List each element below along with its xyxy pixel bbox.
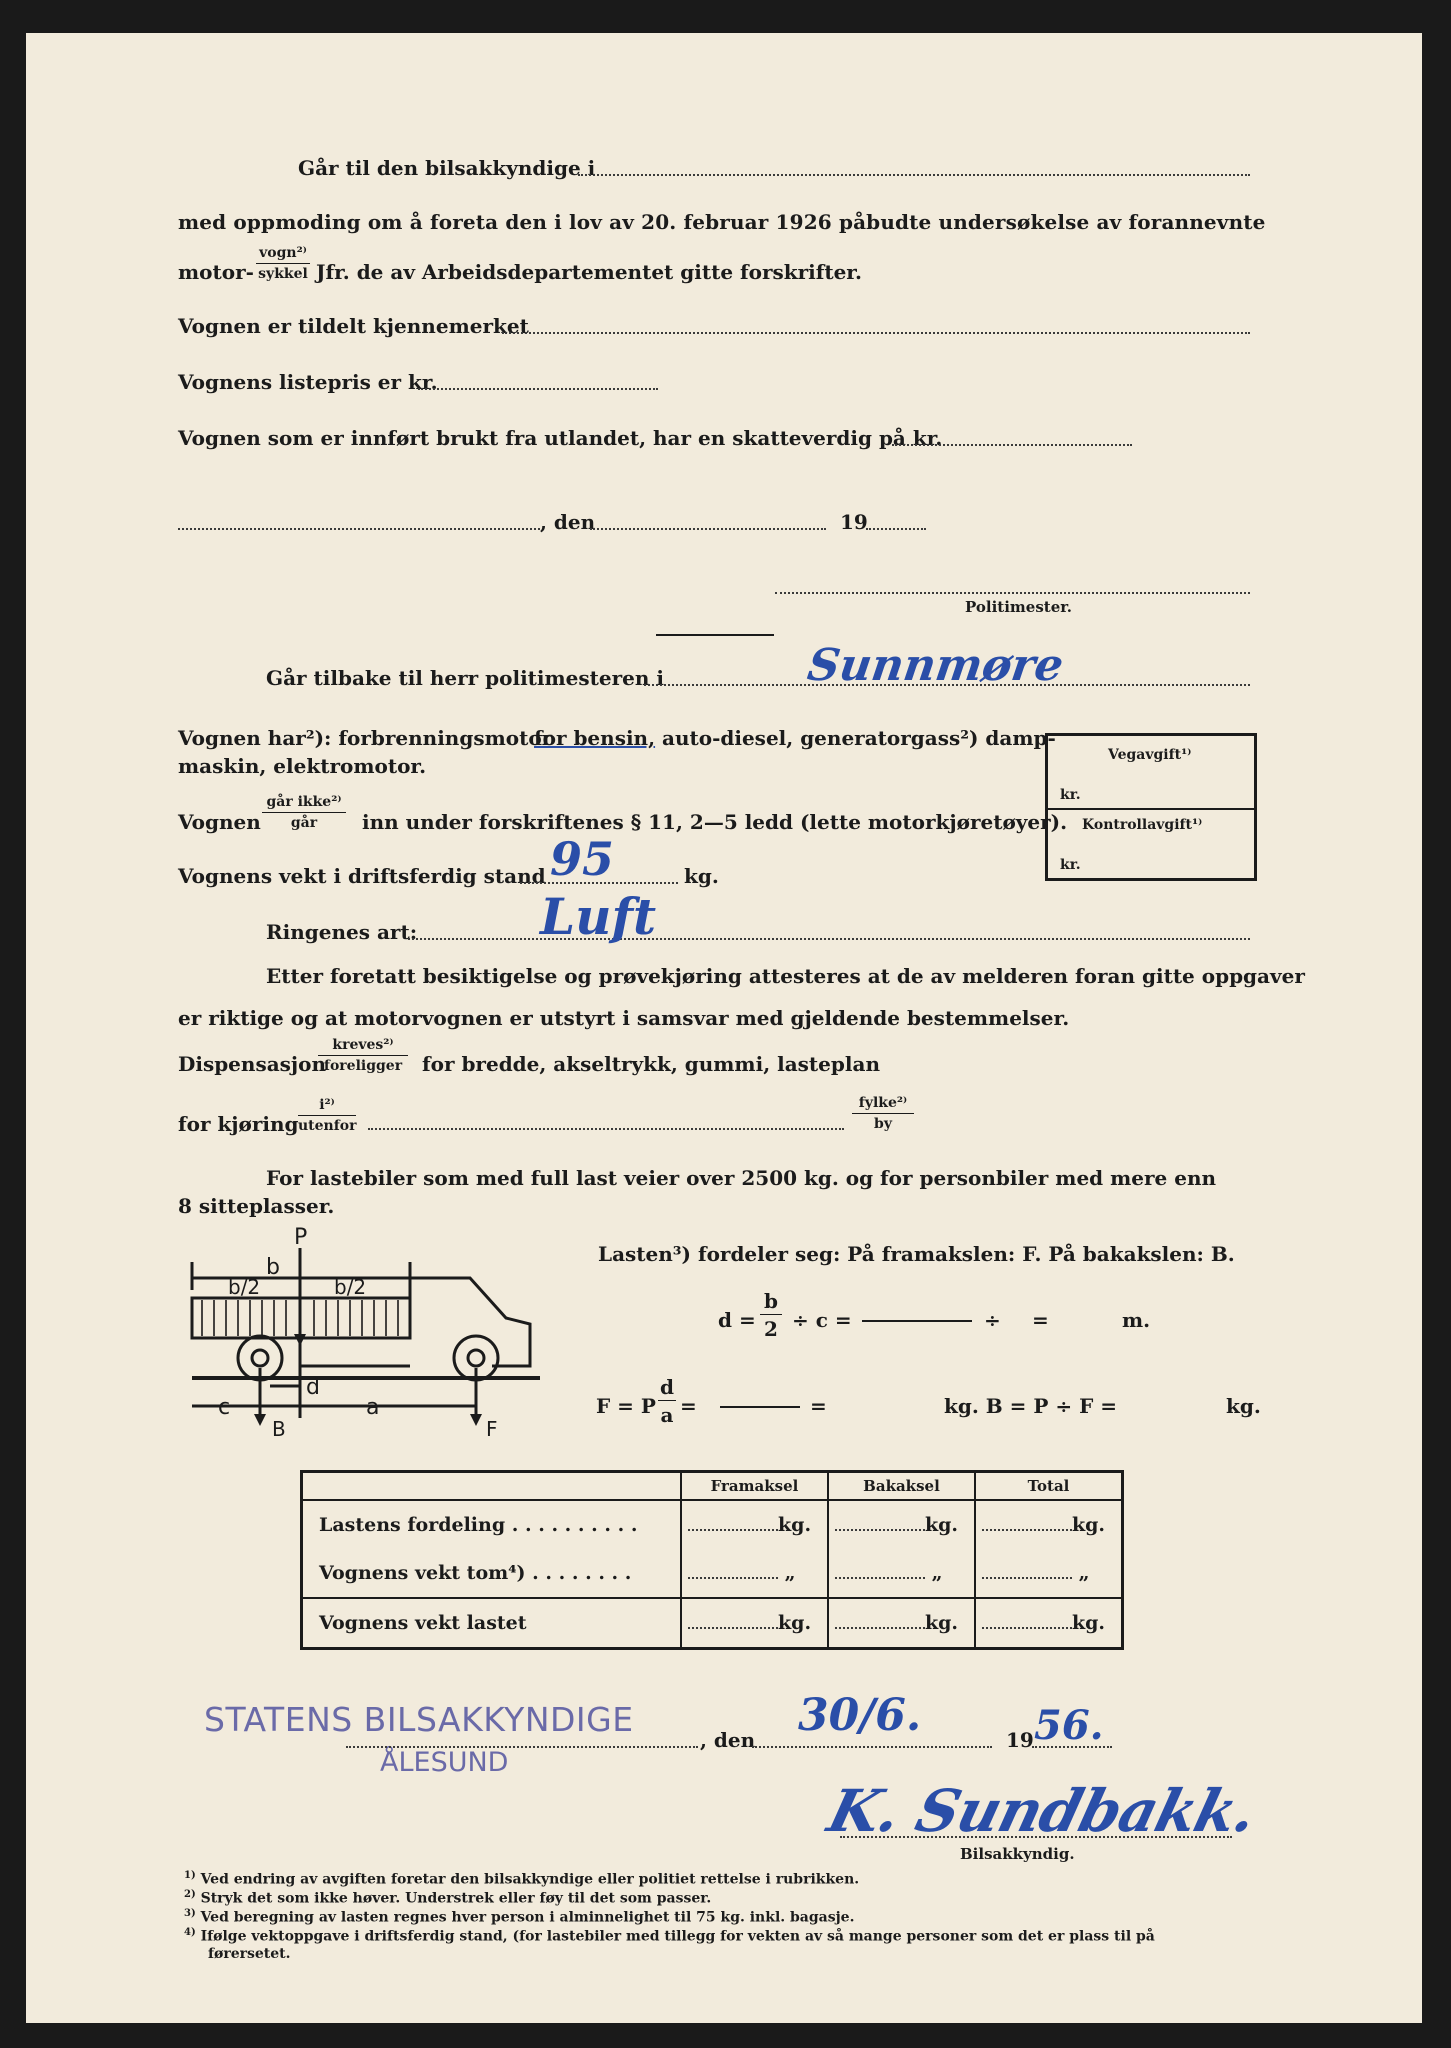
weight-unit: kg.	[684, 864, 719, 888]
table-header-framaksel: Framaksel	[681, 1472, 828, 1501]
kreves-fraction: kreves²⁾ foreligger	[318, 1038, 408, 1075]
formula-d-blank-1[interactable]	[862, 1320, 972, 1322]
driving-label: for kjøring	[178, 1112, 299, 1136]
footnote-4: $^{4)}$ Ifølge vektoppgave i driftsferdig stand, (for lastebiler med tillegg for vekten av så mange personer som det er plass til på	[184, 1927, 1155, 1945]
gar-suffix: inn under forskriftenes § 11, 2—5 ledd (lette motorkjøretøyer).	[362, 810, 1068, 834]
sign-year-prefix: 19	[1006, 1728, 1034, 1752]
formula-f-mid: kg. B = P ÷ F =	[944, 1394, 1117, 1418]
formula-f-blank[interactable]	[720, 1406, 800, 1408]
table-row: Lastens fordeling . . . . . . . . . . kg. kg. kg.	[302, 1500, 1123, 1549]
road-fee-kr: kr.	[1060, 787, 1081, 803]
expert-title: Bilsakkyndig.	[960, 1845, 1075, 1863]
vogn-sykkel-fraction: vogn²⁾ sykkel	[256, 246, 310, 283]
motor-prefix: motor-	[178, 260, 254, 284]
formula-d-equals: =	[1032, 1308, 1049, 1332]
load-table	[300, 1470, 1124, 1650]
load-distribution-label: Lasten³) fordeler seg: På framakslen: F. På bakakslen: B.	[598, 1242, 1235, 1266]
control-fee-kr: kr.	[1060, 857, 1081, 873]
registration-field[interactable]	[502, 332, 1250, 334]
load-distribution-diagram	[180, 1218, 560, 1440]
engine-line-1a: Vognen har²): forbrenningsmotor	[178, 726, 553, 750]
gar-fraction: går ikke²⁾ går	[262, 795, 346, 832]
police-signature-field[interactable]	[775, 592, 1250, 594]
i-utenfor-fraction: i²⁾ utenfor	[298, 1097, 357, 1135]
addressed-to-label: Går til den bilsakkyndige i	[298, 156, 596, 180]
place-field[interactable]	[178, 528, 540, 530]
table-cell-field[interactable]	[835, 1613, 925, 1629]
date-field[interactable]	[590, 528, 826, 530]
formula-f-fraction: $\frac{d}{a}$	[658, 1376, 676, 1426]
dispensation-label: Dispensasjon	[178, 1052, 327, 1076]
formula-d-divide: ÷	[984, 1308, 1001, 1332]
stamp-place-field[interactable]	[346, 1746, 698, 1748]
import-value-label: Vognen som er innført brukt fra utlandet, har en skatteverdig på kr.	[178, 426, 943, 450]
tyre-label: Ringenes art:	[266, 920, 418, 944]
footnote-2: $^{2)}$ Stryk det som ikke høver. Understrek eller føy til det som passer.	[184, 1889, 712, 1907]
table-header-bakaksel: Bakaksel	[828, 1472, 975, 1501]
table-header-blank	[302, 1472, 682, 1501]
year-prefix: 19	[840, 510, 868, 534]
expert-signature: K. Sundbakk.	[821, 1777, 1263, 1845]
engine-line-2: maskin, elektromotor.	[178, 754, 427, 778]
truck-line-1: For lastebiler som med full last veier over 2500 kg. og for personbiler med mere enn	[266, 1166, 1217, 1190]
formula-f-equals-2: =	[810, 1394, 827, 1418]
list-price-label: Vognens listepris er kr.	[178, 370, 438, 394]
stamp-line-2: ÅLESUND	[380, 1747, 509, 1778]
sign-date-label: , den	[700, 1728, 756, 1752]
motor-suffix: Jfr. de av Arbeidsdepartementet gitte forskrifter.	[316, 260, 862, 284]
police-title: Politimester.	[965, 598, 1072, 616]
year-field[interactable]	[866, 528, 926, 530]
diagram-label-F: F	[486, 1417, 498, 1440]
truck-line-2: 8 sitteplasser.	[178, 1194, 335, 1218]
diagram-label-P: P	[294, 1225, 308, 1250]
row-label: Vognens vekt tom⁴)	[319, 1562, 526, 1584]
formula-f-unit: kg.	[1226, 1394, 1261, 1418]
row-label: Lastens fordeling	[319, 1514, 506, 1536]
weight-label: Vognens vekt i driftsferdig stand	[178, 864, 546, 888]
table-cell-field[interactable]	[688, 1515, 778, 1531]
import-value-field[interactable]	[892, 444, 1132, 446]
attest-line-1: Etter foretatt besiktigelse og prøvekjøring attesteres at de av melderen foran gitte oppgaver	[266, 964, 1305, 988]
diagram-label-a: a	[366, 1395, 380, 1420]
fee-divider	[1048, 808, 1254, 810]
footnote-3: $^{3)}$ Ved beregning av lasten regnes hver person i alminnelighet til 75 kg. inkl. bagasje.	[184, 1908, 855, 1926]
engine-underlined: for bensin,	[534, 726, 656, 750]
diagram-label-b2-left: b/2	[228, 1275, 261, 1299]
control-fee-label: Kontrollavgift¹⁾	[1082, 817, 1203, 833]
request-line: med oppmoding om å foreta den i lov av 20. februar 1926 påbudte undersøkelse av forannevnte	[178, 210, 1266, 234]
tyre-field[interactable]	[408, 938, 1250, 940]
stamp-line-1: STATENS BILSAKKYNDIGE	[204, 1700, 634, 1739]
section-divider	[656, 634, 774, 636]
table-header-total: Total	[975, 1472, 1123, 1501]
driving-field[interactable]	[368, 1128, 844, 1130]
table-cell-field[interactable]	[688, 1563, 778, 1579]
row-label: Vognens vekt lastet	[319, 1612, 527, 1634]
formula-f-equals-1: =	[680, 1394, 697, 1418]
diagram-label-B: B	[272, 1417, 286, 1440]
diagram-label-d: d	[306, 1375, 320, 1400]
addressed-to-field[interactable]	[578, 174, 1250, 176]
formula-d-right: ÷ c =	[792, 1308, 852, 1332]
table-cell-field[interactable]	[982, 1515, 1072, 1531]
attest-line-2: er riktige og at motorvognen er utstyrt i samsvar med gjeldende bestemmelser.	[178, 1006, 1070, 1030]
diagram-label-b: b	[266, 1255, 280, 1280]
date-label: , den	[540, 510, 596, 534]
sign-date-field[interactable]	[752, 1746, 992, 1748]
footnote-1: $^{1)}$ Ved endring av avgiften foretar den bilsakkyndige eller politiet rettelse i rubrikken.	[184, 1870, 860, 1888]
diagram-label-c: c	[218, 1395, 231, 1420]
table-cell-field[interactable]	[688, 1613, 778, 1629]
road-fee-label: Vegavgift¹⁾	[1108, 747, 1192, 763]
sign-year-value: 56.	[1034, 1702, 1104, 1749]
sign-date-value: 30/6.	[798, 1690, 922, 1741]
table-cell-field[interactable]	[982, 1613, 1072, 1629]
list-price-field[interactable]	[418, 388, 658, 390]
formula-f-left: F = P	[596, 1394, 656, 1418]
weight-value: 95	[550, 832, 615, 886]
formula-d-left: d =	[718, 1308, 756, 1332]
diagram-label-b2-right: b/2	[334, 1275, 367, 1299]
fylke-by-fraction: fylke²⁾ by	[852, 1096, 914, 1133]
vehicle-word: Vognen	[178, 810, 261, 834]
formula-d-unit: m.	[1122, 1308, 1151, 1332]
table-row: Vognens vekt tom⁴) . . . . . . . . „ „ „	[302, 1549, 1123, 1598]
fee-box	[1045, 733, 1257, 881]
registration-label: Vognen er tildelt kjennemerket	[178, 314, 529, 338]
table-row: Vognens vekt lastet kg. kg. kg.	[302, 1598, 1123, 1649]
official-stamp	[204, 1700, 634, 1778]
dispensation-suffix: for bredde, akseltrykk, gummi, lasteplan	[422, 1052, 880, 1076]
engine-line-1b: auto-diesel, generatorgass²) damp-	[662, 726, 1056, 750]
table-cell-field[interactable]	[982, 1563, 1072, 1579]
footnote-4-continued: førersetet.	[208, 1946, 291, 1962]
table-cell-field[interactable]	[835, 1563, 925, 1579]
tyre-value: Luft	[540, 887, 657, 946]
table-cell-field[interactable]	[835, 1515, 925, 1531]
returned-to-label: Går tilbake til herr politimesteren i	[266, 666, 664, 690]
returned-to-value: Sunnmøre	[804, 640, 1067, 691]
formula-d-fraction: $\frac{b}{2}$	[760, 1290, 782, 1340]
